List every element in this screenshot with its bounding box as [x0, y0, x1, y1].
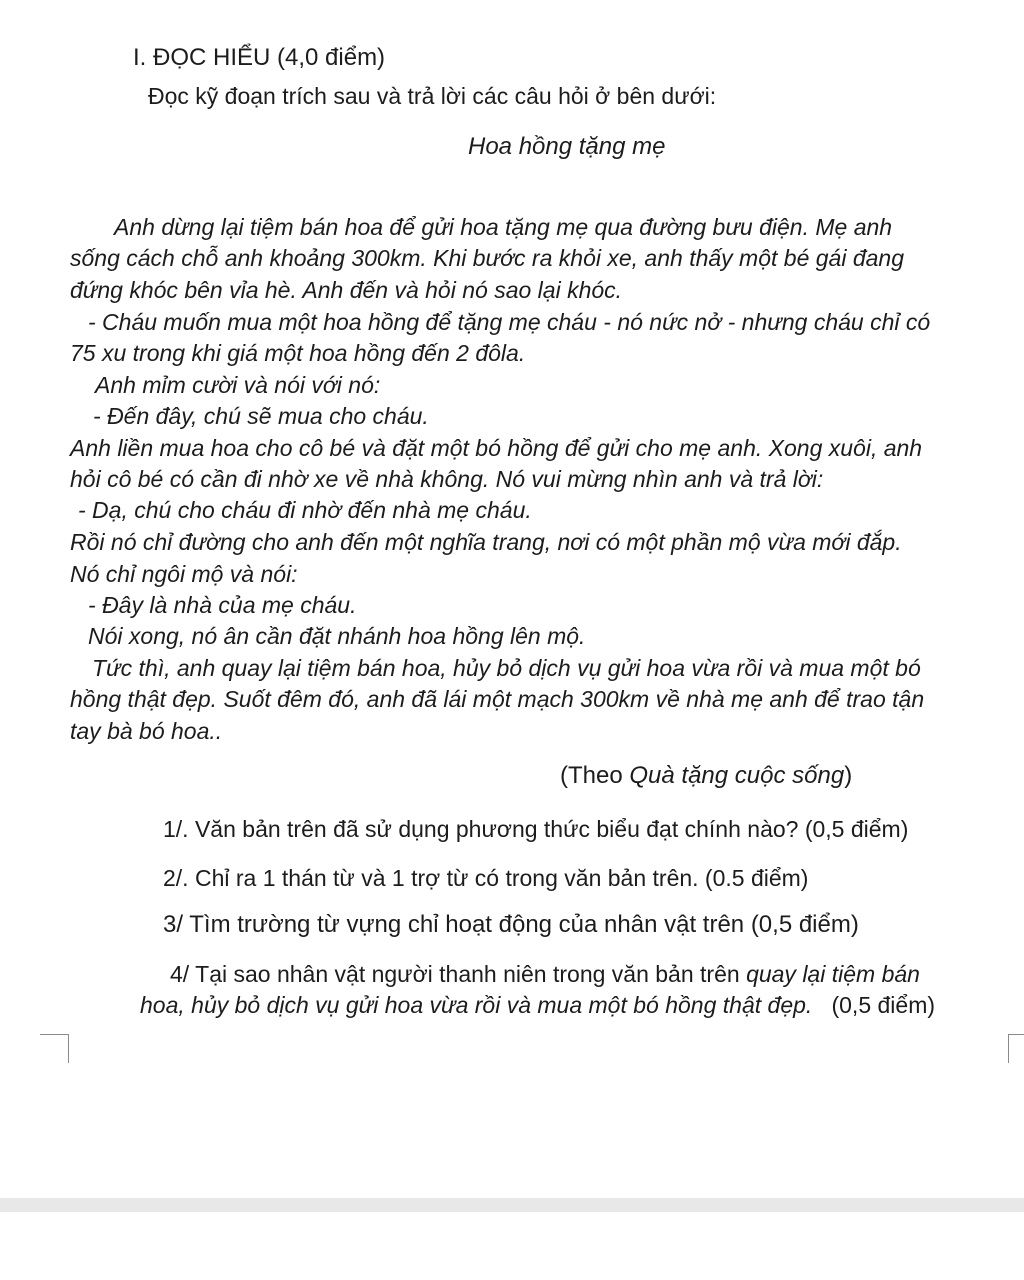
- story-line: - Dạ, chú cho cháu đi nhờ đến nhà mẹ cháu.: [78, 497, 532, 523]
- page-corner-mark-right: [1008, 1034, 1024, 1063]
- question-3: 3/ Tìm trường từ vựng chỉ hoạt động của nhân vật trên (0,5 điểm): [163, 911, 859, 938]
- question-2: 2/. Chỉ ra 1 thán từ và 1 trợ từ có trong văn bản trên. (0.5 điểm): [163, 865, 809, 891]
- story-title: Hoa hồng tặng mẹ: [468, 133, 666, 160]
- story-line: tay bà bó hoa..: [70, 718, 223, 744]
- story-line: sống cách chỗ anh khoảng 300km. Khi bước ra khỏi xe, anh thấy một bé gái đang: [70, 245, 905, 271]
- source-title: Quà tặng cuộc sống: [629, 762, 845, 789]
- story-line: Nó chỉ ngôi mộ và nói:: [70, 561, 298, 587]
- story-line: hồng thật đẹp. Suốt đêm đó, anh đã lái một mạch 300km về nhà mẹ anh để trao tận: [70, 686, 925, 712]
- instruction-text: Đọc kỹ đoạn trích sau và trả lời các câu hỏi ở bên dưới:: [148, 83, 717, 109]
- source-citation: [560, 762, 852, 790]
- source-suffix: ): [844, 762, 853, 789]
- question-4-quote-end: hoa, hủy bỏ dịch vụ gửi hoa vừa rồi và mua một bó hồng thật đẹp.: [140, 992, 813, 1018]
- page-corner-mark-left: [40, 1034, 69, 1063]
- story-line: Tức thì, anh quay lại tiệm bán hoa, hủy bỏ dịch vụ gửi hoa vừa rồi và mua một bó: [92, 655, 921, 681]
- story-line: hỏi cô bé có cần đi nhờ xe về nhà không. Nó vui mừng nhìn anh và trả lời:: [70, 466, 824, 492]
- page-separator: [0, 1198, 1024, 1212]
- question-4-line-1: [170, 960, 920, 988]
- question-4-points: (0,5 điểm): [812, 992, 936, 1018]
- question-4-prefix: 4/ Tại sao nhân vật người thanh niên trong văn bản trên: [170, 961, 747, 987]
- story-line: Anh liền mua hoa cho cô bé và đặt một bó hồng để gửi cho mẹ anh. Xong xuôi, anh: [70, 435, 923, 461]
- story-line: Anh dừng lại tiệm bán hoa để gửi hoa tặng mẹ qua đường bưu điện. Mẹ anh: [114, 214, 893, 240]
- question-4-line-2: [140, 991, 935, 1019]
- story-line: Anh mỉm cười và nói với nó:: [95, 372, 381, 398]
- question-1: 1/. Văn bản trên đã sử dụng phương thức biểu đạt chính nào? (0,5 điểm): [163, 816, 909, 842]
- story-line: đứng khóc bên vỉa hè. Anh đến và hỏi nó sao lại khóc.: [70, 277, 623, 303]
- story-line: Rồi nó chỉ đường cho anh đến một nghĩa trang, nơi có một phần mộ vừa mới đắp.: [70, 529, 902, 555]
- story-line: - Đến đây, chú sẽ mua cho cháu.: [93, 403, 429, 429]
- story-line: Nói xong, nó ân cần đặt nhánh hoa hồng lên mộ.: [88, 623, 586, 649]
- story-line: - Đây là nhà của mẹ cháu.: [88, 592, 357, 618]
- question-4-quote-start: quay lại tiệm bán: [746, 961, 920, 987]
- section-heading: I. ĐỌC HIỂU (4,0 điểm): [133, 44, 386, 71]
- source-prefix: (Theo: [560, 762, 630, 789]
- story-line: - Cháu muốn mua một hoa hồng để tặng mẹ cháu - nó nức nở - nhưng cháu chỉ có: [88, 309, 931, 335]
- story-line: 75 xu trong khi giá một hoa hồng đến 2 đôla.: [70, 340, 526, 366]
- next-page-area: [0, 1212, 1024, 1280]
